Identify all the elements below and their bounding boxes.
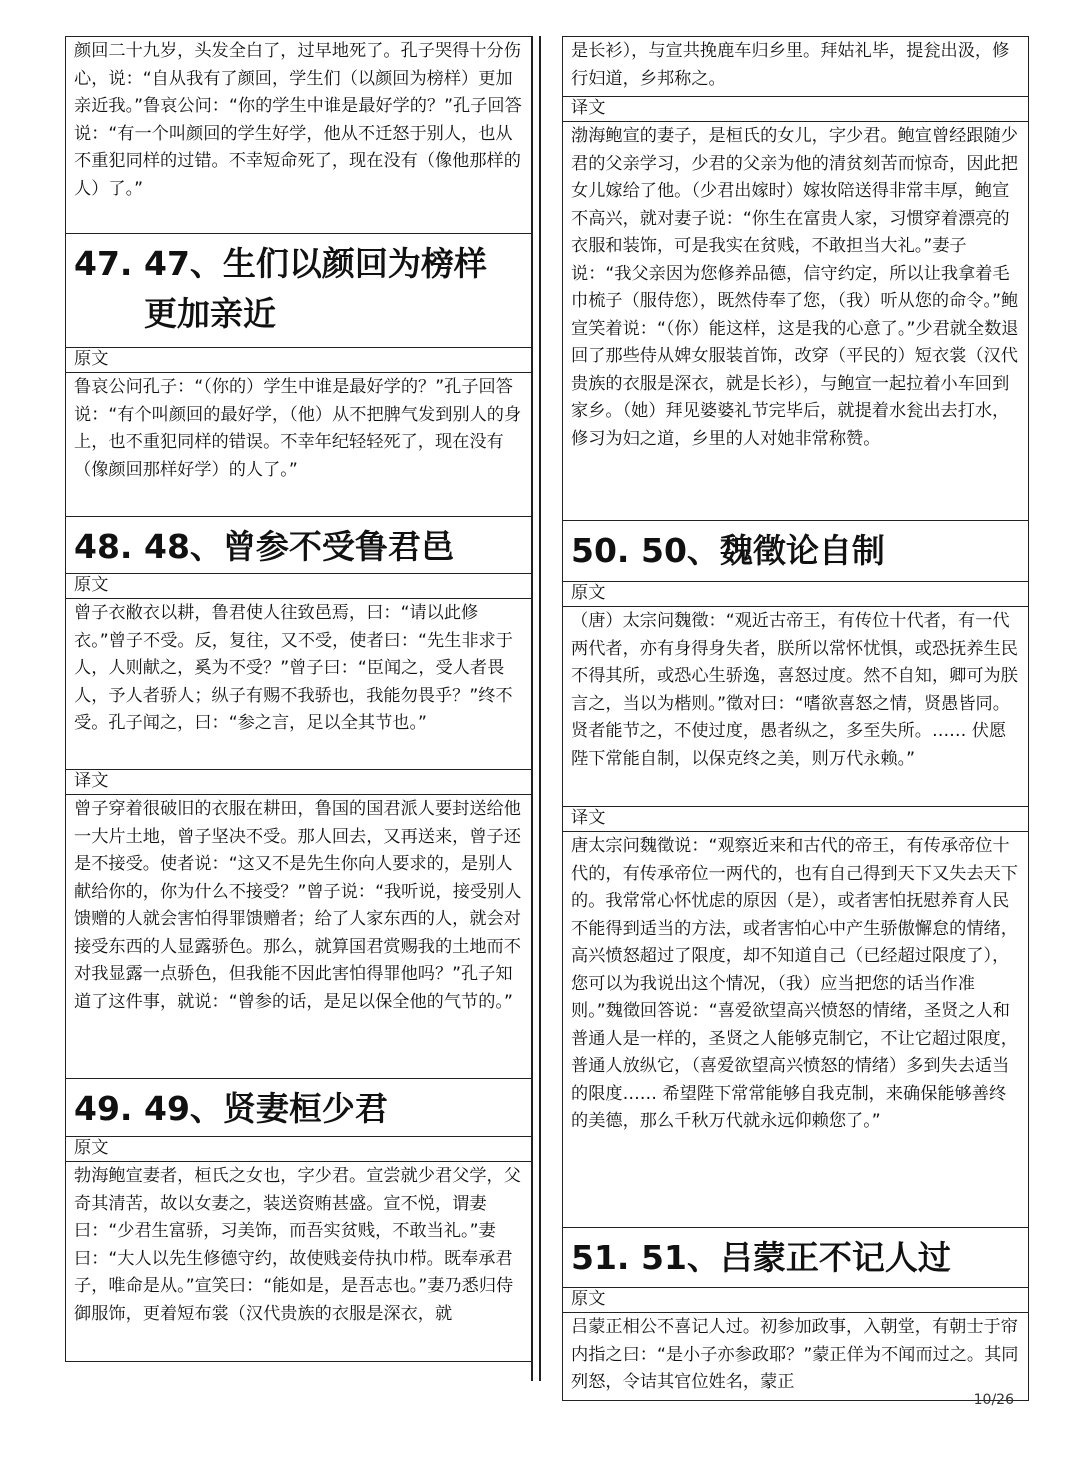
original-text: 勃海鲍宣妻者，桓氏之女也，字少君。宣尝就少君父学，父奇其清苦，故以女妻之，装送资贿甚盛。宣不悦，谓妻曰：“少君生富骄，习美饰，而吾实贫贱，不敢当礼。”妻曰：“大人以先生修德守约，故使贱妾侍执巾栉。既奉承君子，唯命是从。”宣笑曰：“能如是，是吾志也。”妻乃悉归侍御服饰，更着短布裳（汉代贵族的衣服是深衣，就 [65, 1162, 532, 1362]
original-text: 吕蒙正相公不喜记人过。初参加政事，入朝堂，有朝士于帘内指之曰：“是小子亦参政耶？”蒙正佯为不闻而过之。其同列怒，令诘其官位姓名，蒙正 [562, 1313, 1029, 1401]
continued-text: 颜回二十九岁，头发全白了，过早地死了。孔子哭得十分伤心，说：“自从我有了颜回，学生们（以颜回为榜样）更加亲近我。”鲁哀公问：“你的学生中谁是最好学的？”孔子回答说：“有一个叫颜回的学生好学，他从不迁怒于别人，也从不重犯同样的过错。不幸短命死了，现在没有（像他那样的人）了。” [65, 36, 532, 234]
original-text: 鲁哀公问孔子：“（你的）学生中谁是最好学的？”孔子回答说：“有个叫颜回的最好学，（他）从不把脾气发到别人的身上，也不重犯同样的错误。不幸年纪轻轻死了，现在没有（像颜回那样好学）的人了。” [65, 373, 532, 517]
heading-number: 50. [571, 531, 630, 570]
column-separator [531, 36, 541, 1381]
heading-number: 49. [74, 1089, 133, 1128]
continued-text: 是长衫），与宣共挽鹿车归乡里。拜姑礼毕，提瓮出汲，修行妇道，乡邦称之。 [562, 36, 1029, 97]
section-heading-48 [65, 517, 532, 574]
section-heading-51 [562, 1228, 1029, 1288]
page-number: 10/26 [973, 1392, 1014, 1408]
original-text: （唐）太宗问魏徵：“观近古帝王，有传位十代者，有一代两代者，亦有身得身失者，朕所以常怀忧惧，或恐抚养生民不得其所，或恐心生骄逸，喜怒过度。然不自知，卿可为朕言之，当以为楷则。”徵对曰：“嗜欲喜怒之情，贤愚皆同。贤者能节之，不使过度，愚者纵之，多至失所。…… 伏愿陛下常能自制，以保克终之美，则万代永赖。” [562, 607, 1029, 807]
translation-text: 渤海鲍宣的妻子，是桓氏的女儿，字少君。鲍宣曾经跟随少君的父亲学习，少君的父亲为他的清贫刻苦而惊奇，因此把女儿嫁给了他。（少君出嫁时）嫁妆陪送得非常丰厚，鲍宣不高兴，就对妻子说：“你生在富贵人家，习惯穿着漂亮的衣服和装饰，可是我实在贫贱，不敢担当大礼。”妻子说：“我父亲因为您修养品德，信守约定，所以让我拿着毛巾梳子（服侍您），既然侍奉了您，（我）听从您的命令。”鲍宣笑着说：“（你）能这样，这是我的心意了。”少君就全数退回了那些侍从婢女服装首饰，改穿（平民的）短衣裳（汉代贵族的衣服是深衣，就是长衫），与鲍宣一起拉着小车回到家乡。（她）拜见婆婆礼节完毕后，就提着水瓮出去打水，修习为妇之道，乡里的人对她非常称赞。 [562, 122, 1029, 521]
section-heading-50 [562, 521, 1029, 582]
original-label: 原文 [65, 348, 532, 373]
heading-title: 49、贤妻桓少君 [144, 1089, 388, 1128]
original-label: 原文 [562, 582, 1029, 607]
original-label: 原文 [65, 574, 532, 599]
heading-title: 50、魏徵论自制 [641, 531, 885, 570]
heading-title: 47、生们以颜回为榜样更加亲近 [144, 244, 487, 333]
heading-number: 47. [74, 244, 133, 283]
translation-text: 唐太宗问魏徵说：“观察近来和古代的帝王，有传承帝位十代的，有传承帝位一两代的，也有自己得到天下又失去天下的。我常常心怀忧虑的原因（是），或者害怕抚慰养育人民不能得到适当的方法，或者害怕心中产生骄傲懈怠的情绪，高兴愤怒超过了限度，却不知道自己（已经超过限度了），您可以为我说出这个情况，（我）应当把您的话当作准则。”魏徵回答说：“喜爱欲望高兴愤怒的情绪，圣贤之人和普通人是一样的，圣贤之人能够克制它，不让它超过限度，普通人放纵它，（喜爱欲望高兴愤怒的情绪）多到失去适当的限度…… 希望陛下常常能够自我克制，来确保能够善终的美德，那么千秋万代就永远仰赖您了。” [562, 832, 1029, 1228]
original-label: 原文 [562, 1288, 1029, 1313]
translation-text: 曾子穿着很破旧的衣服在耕田，鲁国的国君派人要封送给他一大片土地，曾子坚决不受。那人回去，又再送来，曾子还是不接受。使者说：“这又不是先生你向人要求的，是别人献给你的，你为什么不接受？”曾子说：“我听说，接受别人馈赠的人就会害怕得罪馈赠者；给了人家东西的人，就会对接受东西的人显露骄色。那么，就算国君赏赐我的土地而不对我显露一点骄色，但我能不因此害怕得罪他吗？”孔子知道了这件事，就说：“曾参的话，是足以保全他的气节的。” [65, 795, 532, 1079]
section-heading-47 [65, 234, 532, 348]
translation-label: 译文 [562, 807, 1029, 832]
section-heading-49 [65, 1079, 532, 1137]
heading-title: 48、曾参不受鲁君邑 [144, 527, 454, 566]
original-text: 曾子衣敝衣以耕，鲁君使人往致邑焉，曰：“请以此修衣。”曾子不受。反，复往，又不受，使者曰：“先生非求于人，人则献之，奚为不受？”曾子曰：“臣闻之，受人者畏人，予人者骄人；纵子有赐不我骄也，我能勿畏乎？”终不受。孔子闻之，曰：“参之言，足以全其节也。” [65, 599, 532, 770]
heading-number: 48. [74, 527, 133, 566]
right-column [562, 36, 1029, 1401]
left-column [65, 36, 532, 1362]
original-label: 原文 [65, 1137, 532, 1162]
translation-label: 译文 [562, 97, 1029, 122]
translation-label: 译文 [65, 770, 532, 795]
heading-number: 51. [571, 1238, 630, 1277]
heading-title: 51、吕蒙正不记人过 [641, 1238, 951, 1277]
